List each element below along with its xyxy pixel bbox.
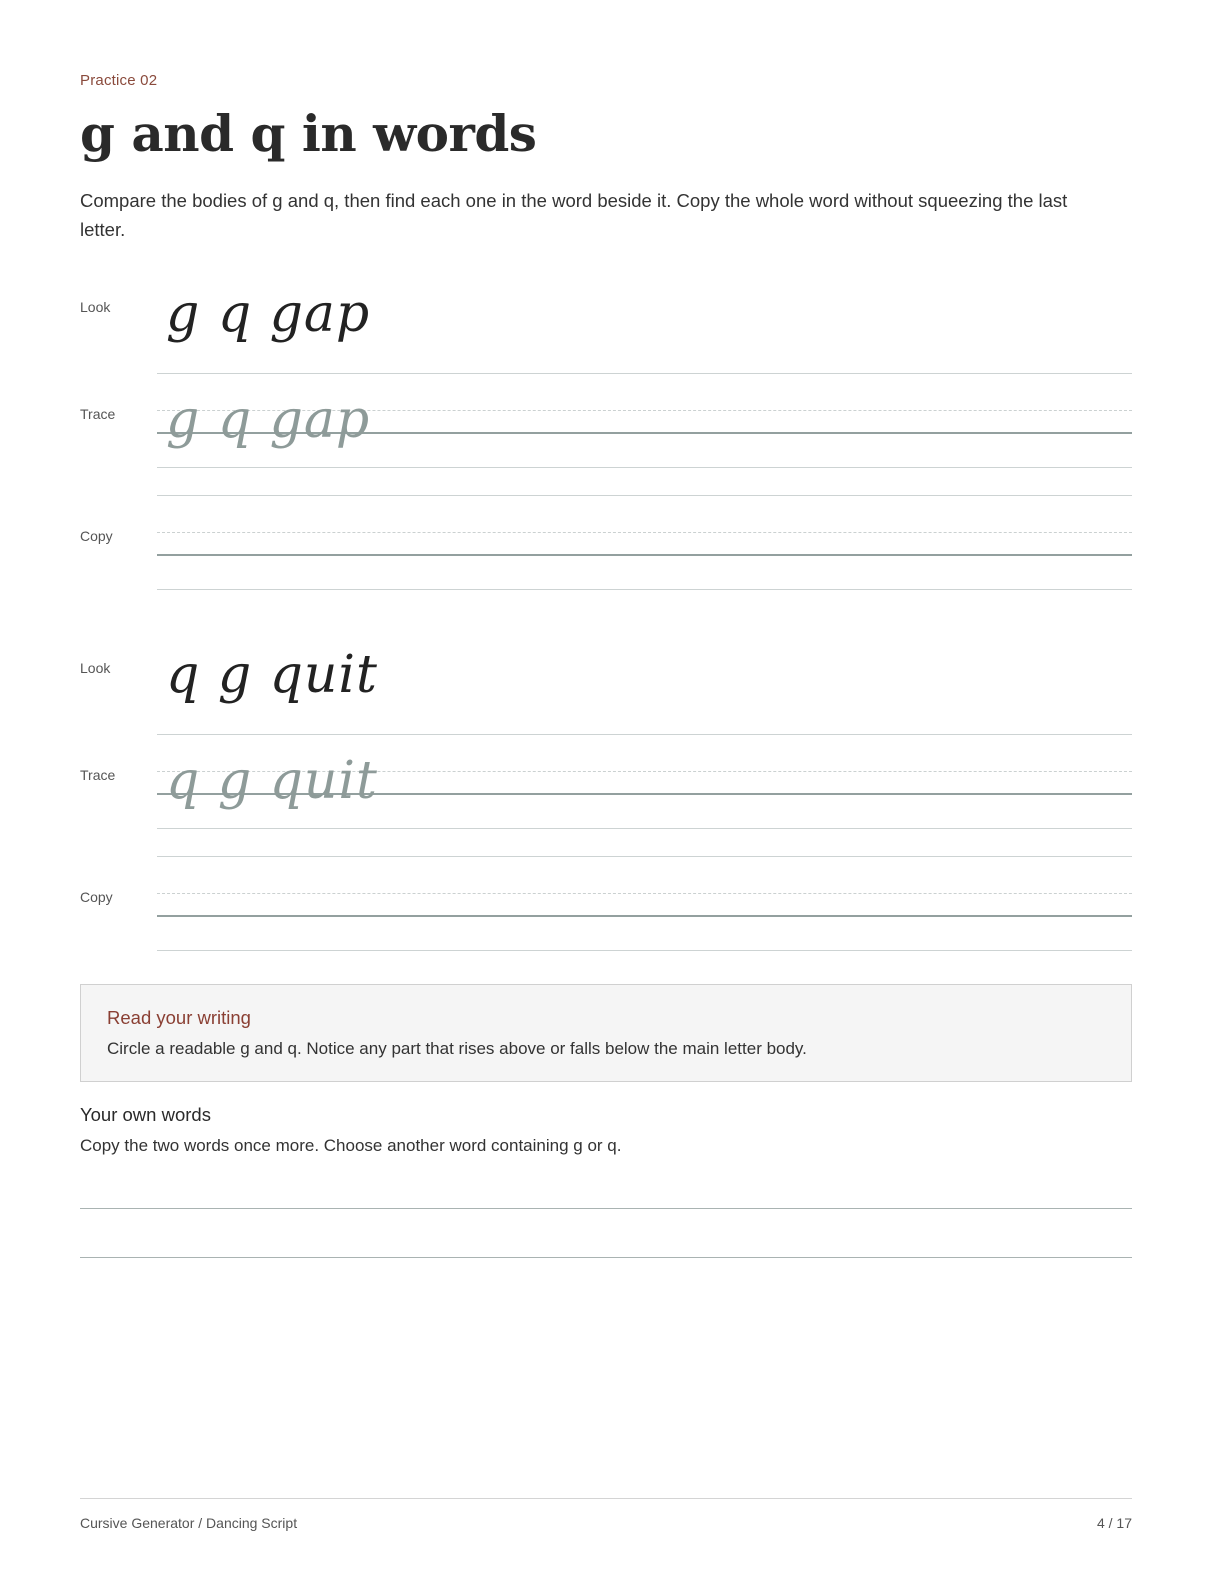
- note-title: Read your writing: [107, 1007, 251, 1028]
- trace-label: Trace: [80, 406, 116, 422]
- page-number: 4 / 17: [1096, 1515, 1132, 1531]
- footer-source: Cursive Generator / Dancing Script: [80, 1515, 298, 1531]
- look-label: Look: [80, 299, 111, 315]
- note-text: Circle a readable g and q. Notice any part that rises above or falls below the main letter body.: [107, 1039, 807, 1058]
- copy-topline: [157, 495, 1132, 496]
- page-title: g and q in words: [80, 104, 537, 163]
- copy-descender-line: [157, 589, 1132, 590]
- look-underline: [157, 373, 1132, 374]
- copy-baseline[interactable]: [157, 915, 1132, 917]
- copy-topline: [157, 856, 1132, 857]
- own-words-instructions: Copy the two words once more. Choose another word containing g or q.: [80, 1136, 622, 1155]
- trace-descender-line: [157, 828, 1132, 829]
- look-label: Look: [80, 660, 111, 676]
- copy-baseline[interactable]: [157, 554, 1132, 556]
- instructions: Compare the bodies of g and q, then find each one in the word beside it. Copy the whole word without squeezing the last letter.: [80, 190, 1068, 240]
- trace-descender-line: [157, 467, 1132, 468]
- look-sample: q g quit: [166, 645, 378, 705]
- copy-descender-line: [157, 950, 1132, 951]
- copy-label: Copy: [80, 528, 113, 544]
- look-underline: [157, 734, 1132, 735]
- own-words-title: Your own words: [80, 1104, 211, 1125]
- copy-midline[interactable]: [157, 532, 1132, 533]
- copy-label: Copy: [80, 889, 113, 905]
- footer-divider: [80, 1498, 1132, 1499]
- own-words-line-2[interactable]: [80, 1257, 1132, 1258]
- read-your-writing-box: [80, 984, 1132, 1082]
- practice-number: Practice 02: [80, 72, 158, 89]
- look-sample: g q gap: [166, 284, 371, 344]
- own-words-line-1[interactable]: [80, 1208, 1132, 1209]
- trace-sample: g q gap: [166, 390, 371, 450]
- trace-sample: q g quit: [166, 751, 378, 811]
- copy-midline[interactable]: [157, 893, 1132, 894]
- trace-label: Trace: [80, 767, 116, 783]
